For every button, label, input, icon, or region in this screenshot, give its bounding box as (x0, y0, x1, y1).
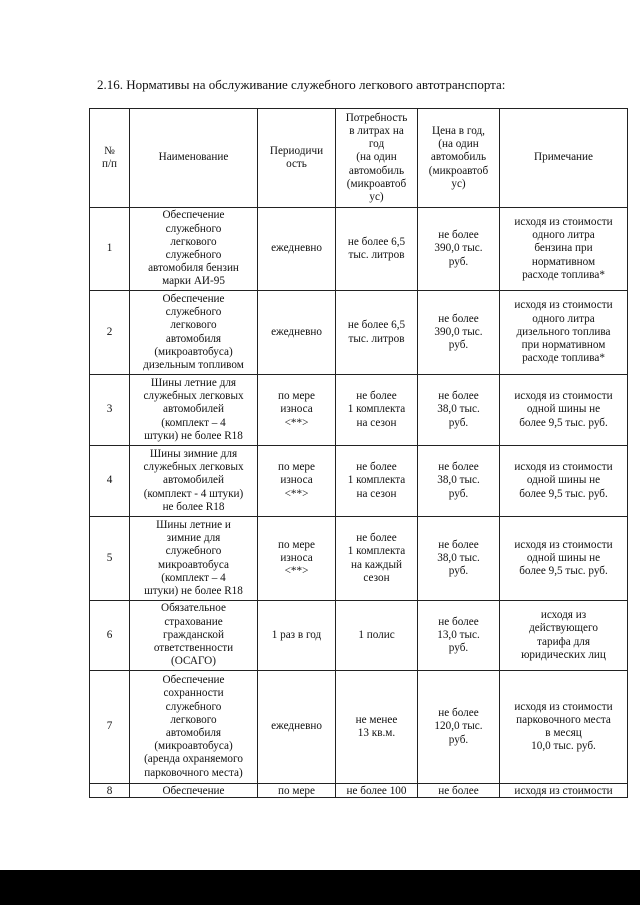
section-heading: 2.16. Нормативы на обслуживание служебного легкового автотранспорта: (97, 77, 506, 92)
header-note: Примечание (500, 109, 628, 208)
cell-need: не более 6,5 тыс. литров (336, 291, 418, 375)
cell-number: 4 (90, 446, 130, 517)
cell-number: 6 (90, 601, 130, 671)
cell-periodicity: ежедневно (258, 208, 336, 291)
cell-name: Обеспечение служебного легкового автомобиля (микроавтобуса) дизельным топливом (130, 291, 258, 375)
table-row (90, 446, 628, 517)
cell-note: исходя из стоимости одной шины не более 9,5 тыс. руб. (500, 375, 628, 446)
cell-price: не более (418, 784, 500, 798)
cell-note: исходя из действующего тарифа для юридических лиц (500, 601, 628, 671)
cell-need: не более 1 комплекта на сезон (336, 446, 418, 517)
cell-number: 2 (90, 291, 130, 375)
cell-number: 7 (90, 671, 130, 784)
header-need: Потребность в литрах на год (на один автомобиль (микроавтоб ус) (336, 109, 418, 208)
table-row (90, 784, 628, 798)
cell-periodicity: по мере износа <**> (258, 446, 336, 517)
cell-note: исходя из стоимости (500, 784, 628, 798)
header-number: № п/п (90, 109, 130, 208)
cell-price: не более 390,0 тыс. руб. (418, 208, 500, 291)
cell-price: не более 38,0 тыс. руб. (418, 517, 500, 601)
cell-need: не менее 13 кв.м. (336, 671, 418, 784)
cell-price: не более 38,0 тыс. руб. (418, 446, 500, 517)
header-periodicity: Периодичи ость (258, 109, 336, 208)
cell-number: 3 (90, 375, 130, 446)
table-header-row (90, 109, 628, 208)
cell-number: 8 (90, 784, 130, 798)
cell-note: исходя из стоимости одной шины не более 9,5 тыс. руб. (500, 517, 628, 601)
cell-need: не более 1 комплекта на сезон (336, 375, 418, 446)
table-row (90, 375, 628, 446)
cell-name: Обеспечение (130, 784, 258, 798)
cell-note: исходя из стоимости одного литра бензина при нормативном расходе топлива* (500, 208, 628, 291)
cell-name: Шины зимние для служебных легковых автомобилей (комплект - 4 штуки) не более R18 (130, 446, 258, 517)
cell-name: Обязательное страхование гражданской ответственности (ОСАГО) (130, 601, 258, 671)
cell-name: Шины летние и зимние для служебного микроавтобуса (комплект – 4 штуки) не более R18 (130, 517, 258, 601)
cell-name: Обеспечение сохранности служебного легкового автомобиля (микроавтобуса) (аренда охраняемого парковочного места) (130, 671, 258, 784)
norms-table (89, 108, 628, 798)
cell-periodicity: ежедневно (258, 671, 336, 784)
header-name: Наименование (130, 109, 258, 208)
cell-note: исходя из стоимости одной шины не более 9,5 тыс. руб. (500, 446, 628, 517)
table-row (90, 671, 628, 784)
table-row (90, 291, 628, 375)
cell-periodicity: по мере износа <**> (258, 375, 336, 446)
cell-need: 1 полис (336, 601, 418, 671)
table-row (90, 601, 628, 671)
cell-periodicity: ежедневно (258, 291, 336, 375)
cell-periodicity: 1 раз в год (258, 601, 336, 671)
scan-border-bar (0, 870, 640, 905)
header-price: Цена в год, (на один автомобиль (микроавтоб ус) (418, 109, 500, 208)
table-row (90, 517, 628, 601)
cell-need: не более 6,5 тыс. литров (336, 208, 418, 291)
cell-note: исходя из стоимости одного литра дизельного топлива при нормативном расходе топлива* (500, 291, 628, 375)
cell-price: не более 390,0 тыс. руб. (418, 291, 500, 375)
cell-name: Шины летние для служебных легковых автомобилей (комплект – 4 штуки) не более R18 (130, 375, 258, 446)
cell-periodicity: по мере износа <**> (258, 517, 336, 601)
cell-price: не более 38,0 тыс. руб. (418, 375, 500, 446)
cell-price: не более 120,0 тыс. руб. (418, 671, 500, 784)
table-row (90, 208, 628, 291)
cell-number: 1 (90, 208, 130, 291)
cell-periodicity: по мере (258, 784, 336, 798)
cell-name: Обеспечение служебного легкового служебного автомобиля бензин марки АИ-95 (130, 208, 258, 291)
cell-number: 5 (90, 517, 130, 601)
cell-need: не более 1 комплекта на каждый сезон (336, 517, 418, 601)
cell-price: не более 13,0 тыс. руб. (418, 601, 500, 671)
cell-need: не более 100 (336, 784, 418, 798)
cell-note: исходя из стоимости парковочного места в месяц 10,0 тыс. руб. (500, 671, 628, 784)
